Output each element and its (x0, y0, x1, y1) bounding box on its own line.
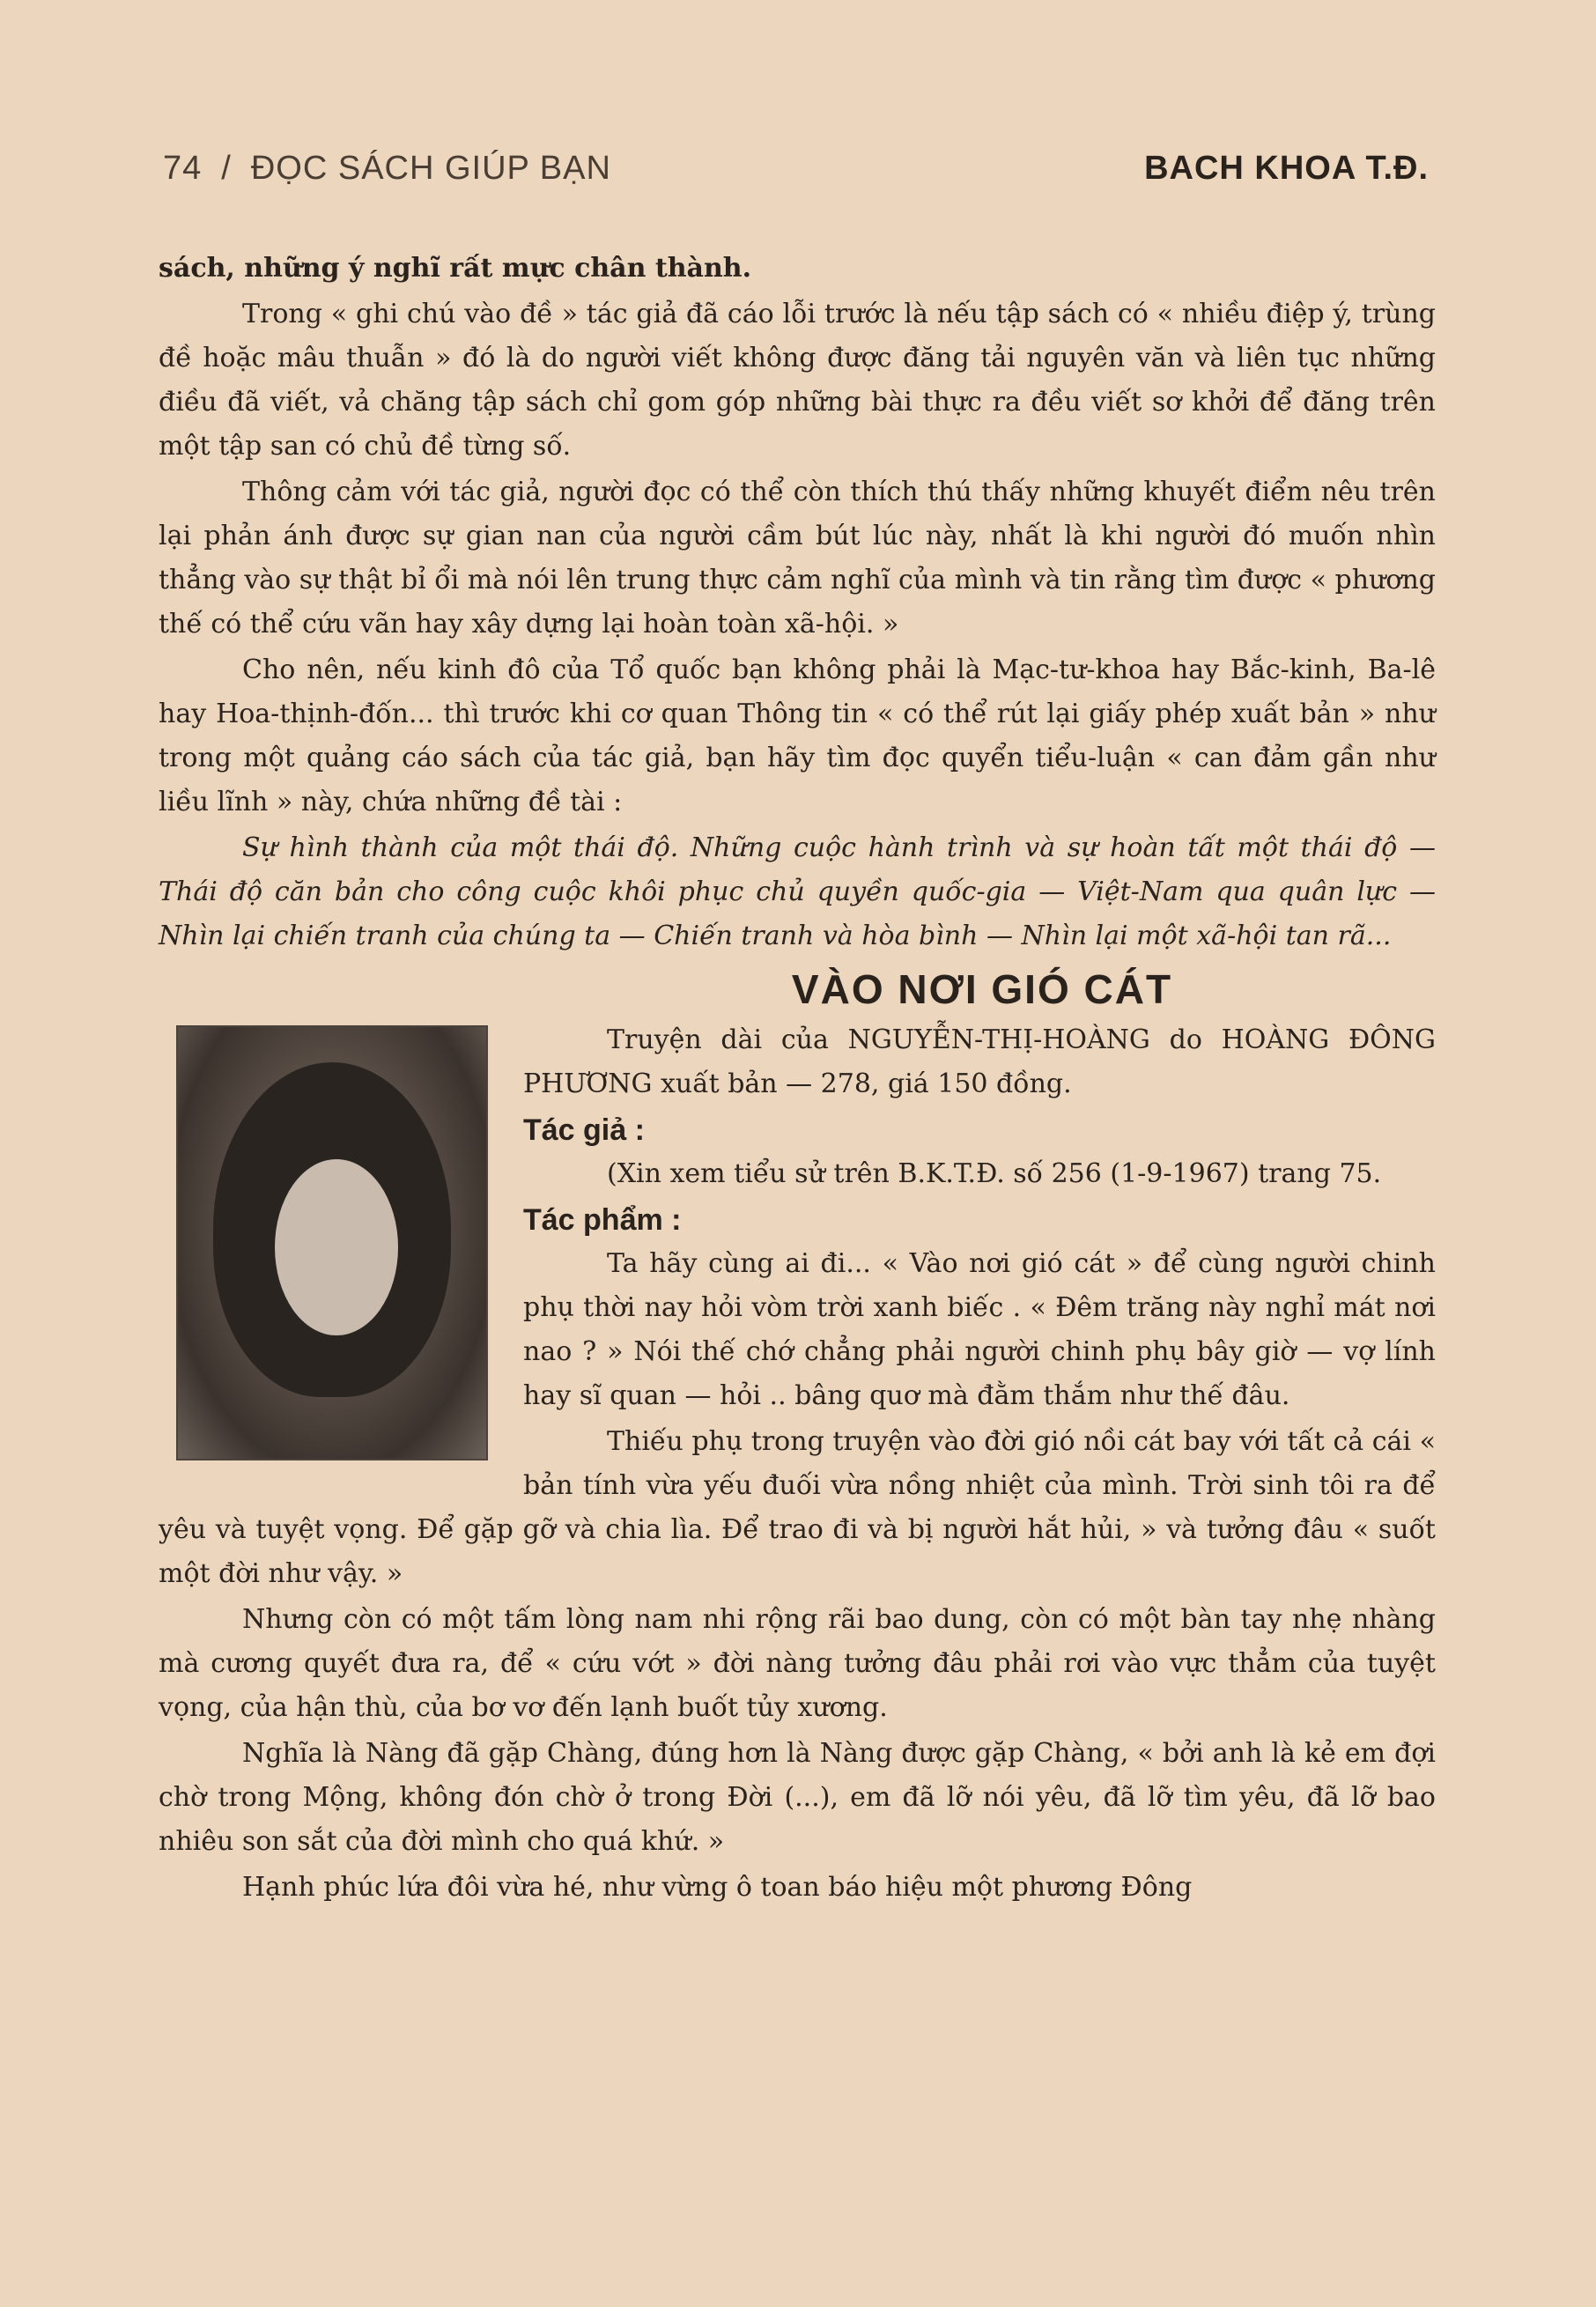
paragraph-author-note: Trong « ghi chú vào đề » tác giả đã cáo lỗi trước là nếu tập sách có « nhiều điệp ý, trùng đề hoặc mâu thuẫn » đó là do người viết không được đăng tải nguyên văn và liên tục những điều đã viết, vả chăng tập sách chỉ gom góp những bài thực ra đều viết sơ khởi để đăng trên một tập san có chủ đề từng số. (159, 299, 1436, 462)
book-title: VÀO NƠI GIÓ CÁT (791, 966, 1173, 1012)
page-header (163, 150, 1429, 188)
author-heading: Tác giả : (523, 1113, 645, 1147)
work-paragraph-3: Nhưng còn có một tấm lòng nam nhi rộng rãi bao dung, còn có một bàn tay nhẹ nhàng mà cương quyết đưa ra, để « cứu vớt » đời nàng tưởng đâu phải rơi vào vực thẳm của tuyệt vọng, của hận thù, của bơ vơ đến lạnh buốt tủy xương. (159, 1604, 1436, 1723)
section-title: ĐỌC SÁCH GIÚP BẠN (250, 150, 611, 187)
header-left (163, 150, 611, 188)
photo-face-shape (275, 1159, 398, 1335)
work-paragraph-4: Nghĩa là Nàng đã gặp Chàng, đúng hơn là Nàng được gặp Chàng, « bởi anh là kẻ em đợi chờ trong Mộng, không đón chờ ở trong Đời (...), em đã lỡ nói yêu, đã lỡ tìm yêu, đã lỡ bao nhiêu son sắt của đời mình cho quá khứ. » (159, 1738, 1436, 1857)
paragraph-recommendation: Cho nên, nếu kinh đô của Tổ quốc bạn không phải là Mạc-tư-khoa hay Bắc-kinh, Ba-lê hay Hoa-thịnh-đốn... thì trước khi cơ quan Thông tin « có thể rút lại giấy phép xuất bản » như trong một quảng cáo sách của tác giả, bạn hãy tìm đọc quyển tiểu-luận « can đảm gần như liều lĩnh » này, chứa những đề tài : (159, 654, 1436, 817)
header-separator: / (221, 150, 232, 187)
publication-name: BACH KHOA T.Đ. (1144, 150, 1429, 187)
work-paragraph-2: Thiếu phụ trong truyện vào đời gió nồi cát bay với tất cả cái « bản tính vừa yếu đuối vừa nồng nhiệt của mình. Trời sinh tôi ra để yêu và tuyệt vọng. Để gặp gỡ và chia lìa. Để trao đi và bị người hắt hủi, » và tưởng đâu « suốt một đời như vậy. » (159, 1426, 1436, 1589)
book-review-block (159, 1018, 1436, 1910)
paragraph-reader-sympathy: Thông cảm với tác giả, người đọc có thể còn thích thú thấy những khuyết điểm nêu trên lại phản ánh được sự gian nan của người cầm bút lúc này, nhất là khi người đó muốn nhìn thẳng vào sự thật bỉ ổi mà nói lên trung thực cảm nghĩ của mình và tin rằng tìm được « phương thế có thể cứu vãn hay xây dựng lại hoàn toàn xã-hội. » (159, 477, 1436, 640)
page-number: 74 (163, 150, 203, 187)
work-paragraph-1: Ta hãy cùng ai đi... « Vào nơi gió cát » để cùng người chinh phụ thời nay hỏi vòm trời xanh biếc . « Đêm trăng này nghỉ mát nơi nao ? » Nói thế chớ chẳng phải người chinh phụ bây giờ — vợ lính hay sĩ quan — hỏi .. bâng quơ mà đằm thắm như thế đâu. (523, 1248, 1436, 1411)
work-heading: Tác phẩm : (523, 1203, 682, 1237)
paragraph-topics: Sự hình thành của một thái độ. Những cuộc hành trình và sự hoàn tất một thái độ — Thái độ căn bản cho công cuộc khôi phục chủ quyền quốc-gia — Việt-Nam qua quân lực — Nhìn lại chiến tranh của chúng ta — Chiến tranh và hòa bình — Nhìn lại một xã-hội tan rã... (159, 832, 1436, 951)
author-photo (176, 1025, 488, 1460)
article-body (159, 247, 1436, 1911)
author-bio-reference: (Xin xem tiểu sử trên B.K.T.Đ. số 256 (1-9-1967) trang 75. (607, 1158, 1382, 1189)
work-paragraph-5: Hạnh phúc lứa đôi vừa hé, như vừng ô toan báo hiệu một phương Đông (242, 1872, 1193, 1903)
paragraph-continuation: sách, những ý nghĩ rất mực chân thành. (159, 253, 752, 284)
book-publication-info: Truyện dài của NGUYỄN-THỊ-HOÀNG do HOÀNG ĐÔNG PHƯƠNG xuất bản — 278, giá 150 đồng. (523, 1024, 1436, 1099)
